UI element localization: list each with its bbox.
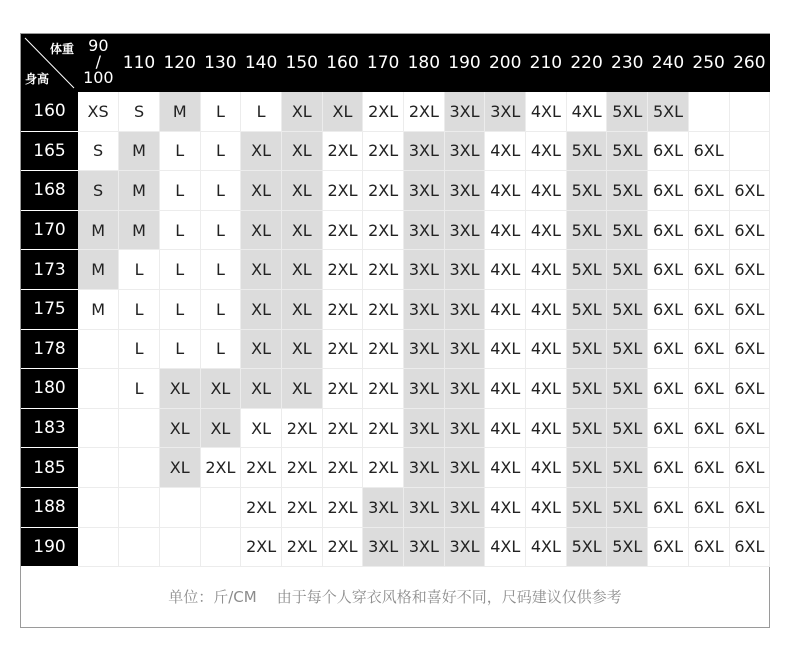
weight-header: 110 [119,34,160,92]
size-cell: 5XL [566,329,607,369]
size-cell [78,448,119,488]
size-cell: 6XL [729,408,770,448]
size-cell: XL [200,369,241,409]
size-cell: 4XL [526,131,567,171]
size-cell: 3XL [404,131,445,171]
size-cell: 6XL [688,527,729,567]
size-cell: 3XL [404,487,445,527]
size-cell: 3XL [444,171,485,211]
size-cell: 4XL [485,448,526,488]
size-cell: 6XL [648,289,689,329]
size-cell: XL [241,369,282,409]
size-cell: 4XL [485,369,526,409]
weight-axis-label: 体重 [49,42,74,56]
size-cell: L [200,329,241,369]
weight-header: 140 [241,34,282,92]
size-cell: 6XL [648,369,689,409]
size-cell [78,487,119,527]
table-row [21,171,770,211]
size-cell: L [119,289,160,329]
size-cell: 3XL [444,329,485,369]
size-cell: XS [78,92,119,131]
height-axis-label: 身高 [25,72,50,86]
size-cell: 3XL [444,250,485,290]
height-header: 173 [21,250,78,290]
size-cell: 5XL [648,92,689,131]
size-cell: L [200,250,241,290]
size-cell: 2XL [322,408,363,448]
size-cell: 5XL [566,210,607,250]
height-header: 170 [21,210,78,250]
size-cell: 3XL [444,131,485,171]
size-cell: 3XL [404,408,445,448]
size-cell [78,408,119,448]
size-cell: 6XL [648,448,689,488]
size-cell: 6XL [729,527,770,567]
weight-header: 240 [648,34,689,92]
size-cell: 3XL [444,448,485,488]
size-cell: 6XL [688,210,729,250]
size-cell: 3XL [444,527,485,567]
weight-header-part: 100 [83,68,114,87]
table-row [21,448,770,488]
size-cell: 2XL [322,131,363,171]
height-header: 175 [21,289,78,329]
size-cell: XL [281,369,322,409]
size-cell: 6XL [648,171,689,211]
size-cell: 4XL [566,92,607,131]
table-row [21,289,770,329]
size-cell: 3XL [444,369,485,409]
size-cell: 2XL [363,131,404,171]
size-cell: 2XL [200,448,241,488]
size-cell [688,92,729,131]
size-cell: 3XL [404,369,445,409]
size-cell: 4XL [526,527,567,567]
size-cell: 6XL [648,131,689,171]
size-cell: 2XL [363,448,404,488]
size-cell: 2XL [281,527,322,567]
height-header: 180 [21,369,78,409]
height-header: 185 [21,448,78,488]
size-cell: 2XL [281,408,322,448]
size-cell [200,487,241,527]
weight-header: 250 [688,34,729,92]
table-row [21,329,770,369]
size-cell: 4XL [485,408,526,448]
size-cell: 3XL [444,92,485,131]
height-header: 188 [21,487,78,527]
height-header: 160 [21,92,78,131]
height-header: 165 [21,131,78,171]
size-cell: 2XL [241,448,282,488]
size-cell: 2XL [322,171,363,211]
weight-header: 160 [322,34,363,92]
unit-note: 单位：斤/CM [168,588,257,606]
height-header: 168 [21,171,78,211]
size-cell: 2XL [322,289,363,329]
weight-header: 220 [566,34,607,92]
size-cell: L [119,329,160,369]
size-cell [729,131,770,171]
size-cell: 5XL [607,369,648,409]
size-cell: 6XL [729,448,770,488]
size-cell: 4XL [485,210,526,250]
size-cell: 5XL [566,487,607,527]
weight-header: 200 [485,34,526,92]
size-cell: 6XL [688,289,729,329]
size-cell: 6XL [729,210,770,250]
size-cell: 2XL [363,329,404,369]
weight-header: 180 [404,34,445,92]
size-cell: 5XL [566,171,607,211]
size-cell: XL [241,131,282,171]
size-cell: 2XL [322,448,363,488]
weight-header: 170 [363,34,404,92]
size-cell: 5XL [607,527,648,567]
size-cell: 3XL [404,289,445,329]
size-cell: 4XL [526,210,567,250]
size-cell: 4XL [526,92,567,131]
size-cell: M [78,250,119,290]
size-cell [78,369,119,409]
weight-header: 190 [444,34,485,92]
corner-cell [21,34,78,92]
size-cell: 2XL [322,369,363,409]
size-cell: 6XL [648,527,689,567]
size-cell: M [78,289,119,329]
size-cell: 3XL [404,448,445,488]
size-cell: 2XL [363,171,404,211]
size-cell [159,527,200,567]
size-cell: 4XL [526,289,567,329]
size-cell: L [159,171,200,211]
size-cell: 4XL [485,289,526,329]
size-cell: 2XL [363,92,404,131]
size-cell: M [119,171,160,211]
size-cell: 6XL [688,250,729,290]
size-cell: 5XL [607,289,648,329]
size-cell: 5XL [607,448,648,488]
size-cell: 3XL [485,92,526,131]
size-cell: 2XL [363,408,404,448]
size-cell: 5XL [566,250,607,290]
size-cell: 6XL [648,487,689,527]
size-cell [159,487,200,527]
table-row [21,527,770,567]
size-cell: 3XL [444,289,485,329]
size-cell: 6XL [729,487,770,527]
size-cell: 4XL [485,527,526,567]
size-cell: 3XL [444,487,485,527]
size-cell: 4XL [526,369,567,409]
size-cell: 3XL [404,527,445,567]
size-cell: 3XL [444,210,485,250]
size-cell: 2XL [404,92,445,131]
table-row [21,131,770,171]
size-cell: 2XL [322,527,363,567]
size-cell: 3XL [363,527,404,567]
size-cell: XL [241,329,282,369]
size-cell: 6XL [729,250,770,290]
size-cell: 2XL [241,527,282,567]
size-cell: 5XL [607,487,648,527]
size-cell: 5XL [607,131,648,171]
size-cell: 5XL [607,408,648,448]
size-cell: 6XL [688,329,729,369]
size-cell: 3XL [404,250,445,290]
table-row [21,250,770,290]
size-cell: XL [241,289,282,329]
size-cell [78,527,119,567]
weight-header: 230 [607,34,648,92]
size-cell: XL [241,210,282,250]
table-row [21,487,770,527]
size-cell: L [119,250,160,290]
size-cell [78,329,119,369]
size-cell: 4XL [485,131,526,171]
weight-header-row [21,34,770,92]
size-cell [119,448,160,488]
size-chart [20,33,770,628]
size-cell: 6XL [688,369,729,409]
weight-header-90-100 [78,34,119,92]
size-cell: S [78,171,119,211]
size-cell: 6XL [648,210,689,250]
size-cell: XL [281,210,322,250]
size-cell: 5XL [566,289,607,329]
size-cell: 5XL [566,131,607,171]
size-cell: 2XL [363,369,404,409]
size-cell: 5XL [566,448,607,488]
size-cell: 2XL [363,250,404,290]
size-cell [200,527,241,567]
size-cell: 5XL [566,369,607,409]
size-cell: 4XL [485,329,526,369]
weight-header: 210 [526,34,567,92]
size-table-body [21,92,770,567]
size-cell: L [200,289,241,329]
weight-header: 260 [729,34,770,92]
footer-note [21,567,769,627]
size-cell [729,92,770,131]
size-cell: 5XL [607,92,648,131]
size-cell: M [119,210,160,250]
size-cell: 5XL [566,408,607,448]
size-cell: 2XL [322,487,363,527]
size-cell: XL [241,250,282,290]
size-cell: XL [159,448,200,488]
size-cell: 2XL [363,210,404,250]
size-cell: XL [200,408,241,448]
size-cell: 2XL [322,329,363,369]
size-cell: 2XL [322,210,363,250]
size-cell: 3XL [404,329,445,369]
weight-header: 150 [281,34,322,92]
size-cell: XL [281,92,322,131]
size-cell: 6XL [688,487,729,527]
size-cell [119,487,160,527]
table-row [21,92,770,131]
size-cell: 6XL [729,329,770,369]
size-cell: 4XL [526,250,567,290]
size-cell: 6XL [729,171,770,211]
size-cell: 4XL [485,171,526,211]
size-cell: XL [281,171,322,211]
size-cell: L [200,210,241,250]
size-cell: XL [281,289,322,329]
size-cell: 3XL [444,408,485,448]
size-cell: 4XL [526,171,567,211]
size-cell: L [159,210,200,250]
size-cell: XL [241,408,282,448]
size-cell: 6XL [688,408,729,448]
size-cell: 2XL [281,448,322,488]
size-cell: 3XL [404,210,445,250]
size-table [21,34,770,567]
size-cell: L [159,131,200,171]
size-cell: 4XL [526,329,567,369]
height-header: 178 [21,329,78,369]
size-cell: 4XL [485,487,526,527]
size-cell: S [78,131,119,171]
size-cell: 6XL [729,369,770,409]
size-cell: 4XL [526,487,567,527]
size-cell: 4XL [485,250,526,290]
size-cell: 5XL [607,250,648,290]
size-cell: XL [281,131,322,171]
size-cell: 6XL [688,448,729,488]
size-cell: L [200,92,241,131]
weight-header: 130 [200,34,241,92]
size-cell: 2XL [241,487,282,527]
size-cell: 3XL [363,487,404,527]
size-cell: XL [281,329,322,369]
size-cell: 5XL [607,329,648,369]
size-cell: XL [159,369,200,409]
size-cell: M [159,92,200,131]
size-cell: 5XL [607,171,648,211]
size-cell: 6XL [688,131,729,171]
size-cell [119,408,160,448]
table-row [21,210,770,250]
size-cell: 6XL [648,250,689,290]
size-cell: 3XL [404,171,445,211]
table-row [21,408,770,448]
size-cell: L [241,92,282,131]
size-cell: 6XL [688,171,729,211]
size-cell: M [119,131,160,171]
size-cell: 6XL [729,289,770,329]
size-cell: 5XL [607,210,648,250]
size-cell: 2XL [281,487,322,527]
size-cell: 2XL [322,250,363,290]
weight-header-part: 90 [88,36,109,55]
size-cell: 6XL [648,408,689,448]
size-cell: XL [241,171,282,211]
size-cell: L [159,250,200,290]
size-cell: L [159,329,200,369]
size-cell: L [119,369,160,409]
size-cell: XL [281,250,322,290]
size-cell: 4XL [526,408,567,448]
height-header: 183 [21,408,78,448]
size-cell: 2XL [363,289,404,329]
size-cell: L [200,171,241,211]
size-cell: S [119,92,160,131]
weight-header: 120 [159,34,200,92]
size-cell: XL [159,408,200,448]
height-header: 190 [21,527,78,567]
size-cell: L [159,289,200,329]
size-cell: L [200,131,241,171]
size-cell: 6XL [648,329,689,369]
size-cell: 4XL [526,448,567,488]
table-row [21,369,770,409]
size-cell [119,527,160,567]
size-cell: 5XL [566,527,607,567]
size-cell: M [78,210,119,250]
disclaimer-note: 由于每个人穿衣风格和喜好不同，尺码建议仅供参考 [276,588,622,606]
weight-header-part: / [95,52,102,71]
size-cell: XL [322,92,363,131]
